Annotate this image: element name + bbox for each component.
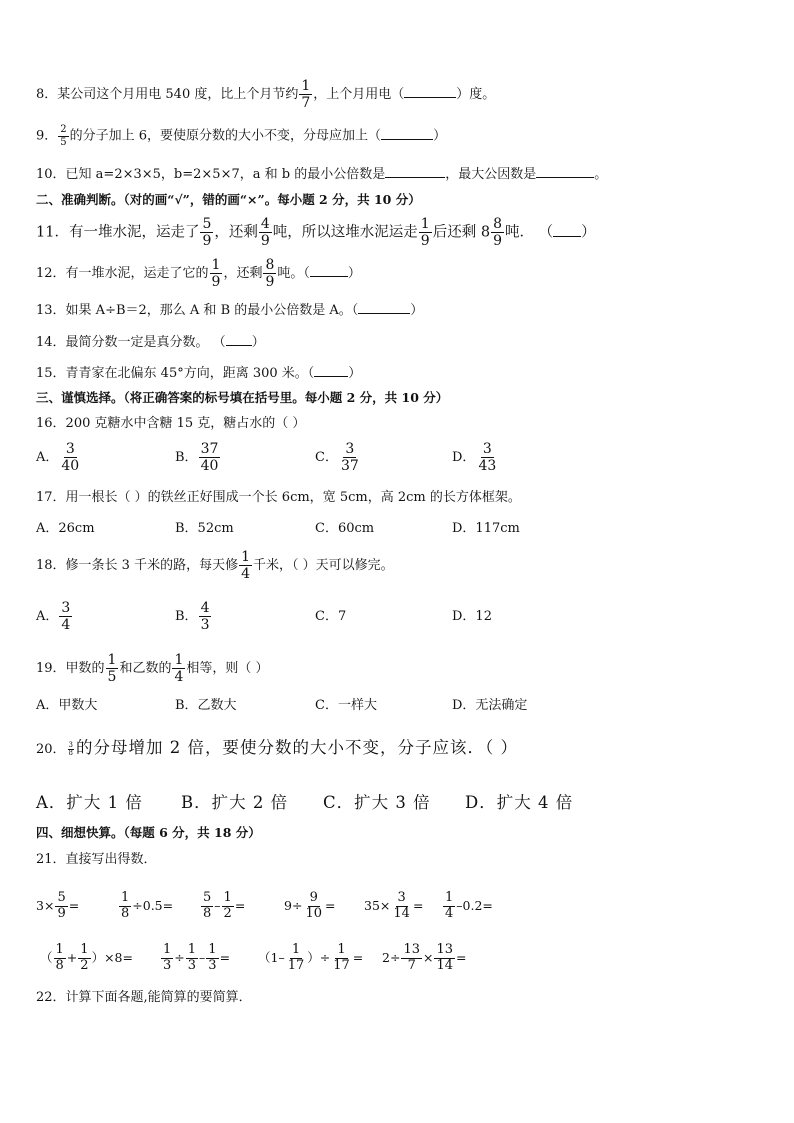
question-8: 8．某公司这个月用电 540 度，比上个月节约 $\frac{1}{7}$ ，上个月用电（ ）度。 — [36, 78, 496, 112]
question-17: 17．用一根长（ ）的铁丝正好围成一个长 6cm，宽 5cm，高 2cm 的长方体框架。 — [36, 490, 521, 505]
option-d[interactable]: D．117cm — [452, 521, 520, 536]
option-a[interactable]: A．甲数大 — [36, 698, 98, 713]
answer-blank[interactable] — [310, 266, 348, 277]
question-9: 9． $\frac{2}{5}$ 的分子加上 6，要使原分数的大小不变，分母应加上（ ） — [36, 124, 447, 148]
answer-blank[interactable] — [381, 129, 433, 140]
option-c[interactable]: C． $\frac{3}{37}$ — [315, 441, 359, 475]
fraction: $\frac{4}{9}$ — [260, 216, 270, 250]
option-b[interactable]: B．扩大 2 倍 — [181, 793, 289, 812]
fraction: $\frac{2}{5}$ — [60, 124, 67, 148]
question-13: 13．如果 A÷B＝2，那么 A 和 B 的最小公倍数是 A。（ ） — [36, 303, 424, 318]
question-11: 11．有一堆水泥，运走了 $\frac{5}{9}$ ，还剩 $\frac{4}{9}$ 吨，所以这堆水泥运走 $\frac{1}{9}$ 后还剩 8 $\frac{8}{9}$ 吨． （ ） — [36, 216, 596, 250]
option-c[interactable]: C．一样大 — [315, 698, 377, 713]
option-b[interactable]: B． $\frac{37}{40}$ — [175, 441, 219, 475]
option-c[interactable]: C．扩大 3 倍 — [323, 793, 431, 812]
calc-item: $\frac{1}{4}$ –0.2= — [445, 890, 493, 921]
option-b[interactable]: B．52cm — [175, 521, 234, 536]
question-21: 21．直接写出得数． — [36, 852, 157, 867]
question-10: 10．已知 a=2×3×5，b=2×5×7，a 和 b 的最小公倍数是 ，最大公因数是 。 — [36, 167, 608, 182]
option-a[interactable]: A．26cm — [36, 521, 95, 536]
fraction: $\frac{8}{9}$ — [493, 216, 502, 250]
section-heading-judgement: 二、准确判断。（对的画“√”，错的画“×”。每小题 2 分，共 10 分） — [36, 192, 421, 207]
option-d[interactable]: D．无法确定 — [452, 698, 528, 713]
fraction: $\frac{1}{7}$ — [301, 78, 311, 112]
question-16: 16．200 克糖水中含糖 15 克，糖占水的（ ） — [36, 416, 306, 431]
fraction: $\frac{5}{9}$ — [202, 216, 212, 250]
calc-item: $\frac{5}{8}$ – $\frac{1}{2}$ = — [203, 890, 246, 921]
option-b[interactable]: B． $\frac{4}{3}$ — [175, 600, 210, 634]
option-a[interactable]: A．扩大 1 倍 — [36, 793, 143, 812]
calc-item: （1– $\frac{1}{17}$ ）÷ $\frac{1}{17}$ = — [258, 942, 364, 973]
calc-item: 35× $\frac{3}{14}$ = — [364, 890, 424, 921]
answer-blank[interactable] — [358, 303, 410, 314]
option-d[interactable]: D．扩大 4 倍 — [465, 793, 574, 812]
fraction: $\frac{1}{5}$ — [107, 652, 117, 686]
option-c[interactable]: C．7 — [315, 609, 347, 624]
fraction: $\frac{1}{4}$ — [174, 652, 184, 686]
option-d[interactable]: D． $\frac{3}{43}$ — [452, 441, 497, 475]
option-a[interactable]: A． $\frac{3}{40}$ — [36, 441, 80, 475]
question-15: 15．青青家在北偏东 45°方向，距离 300 米。（ ） — [36, 366, 362, 381]
fraction: $\frac{1}{9}$ — [211, 257, 221, 291]
question-19: 19．甲数的 $\frac{1}{5}$ 和乙数的 $\frac{1}{4}$ 相等，则（ ） — [36, 652, 269, 686]
calc-item: （ $\frac{1}{8}$ + $\frac{1}{2}$ ）×8= — [40, 942, 133, 973]
option-a[interactable]: A． $\frac{3}{4}$ — [36, 600, 71, 634]
question-20: 20． $\frac{3}{8}$ 的分母增加 2 倍，要使分数的大小不变，分子应该．（ ） — [36, 738, 518, 757]
question-22: 22．计算下面各题,能简算的要简算． — [36, 990, 252, 1005]
answer-blank[interactable] — [553, 226, 581, 237]
answer-blank[interactable] — [226, 335, 252, 346]
fraction: $\frac{8}{9}$ — [265, 257, 275, 291]
option-d[interactable]: D．12 — [452, 609, 492, 624]
fraction: $\frac{1}{4}$ — [241, 549, 250, 583]
answer-blank[interactable] — [536, 167, 594, 178]
question-14: 14．最简分数一定是真分数。 （ ） — [36, 335, 265, 350]
section-heading-calculation: 四、细想快算。（每题 6 分，共 18 分） — [36, 825, 261, 840]
answer-blank[interactable] — [385, 167, 445, 178]
calc-item: 9÷ $\frac{9}{10}$ = — [284, 890, 336, 921]
answer-blank[interactable] — [404, 87, 456, 98]
calc-item: $\frac{1}{8}$ ÷0.5= — [121, 890, 174, 921]
question-12: 12．有一堆水泥，运走了它的 $\frac{1}{9}$ ，还剩 $\frac{8}{9}$ 吨。（ ） — [36, 257, 361, 291]
section-heading-choice: 三、谨慎选择。（将正确答案的标号填在括号里。每小题 2 分，共 10 分） — [36, 390, 449, 405]
fraction: $\frac{1}{9}$ — [420, 216, 430, 250]
option-b[interactable]: B．乙数大 — [175, 698, 237, 713]
fraction: $\frac{3}{8}$ — [68, 740, 74, 757]
calc-item: 3× $\frac{5}{9}$ = — [36, 890, 80, 921]
question-18: 18．修一条长 3 千米的路，每天修 $\frac{1}{4}$ 千米，（ ）天可以修完。 — [36, 549, 394, 583]
option-c[interactable]: C．60cm — [315, 521, 375, 536]
answer-blank[interactable] — [314, 366, 348, 377]
calc-item: $\frac{1}{3}$ ÷ $\frac{1}{3}$ – $\frac{1}{3}$ = — [163, 942, 231, 973]
calc-item: 2÷ $\frac{13}{7}$ × $\frac{13}{14}$ = — [382, 942, 467, 973]
